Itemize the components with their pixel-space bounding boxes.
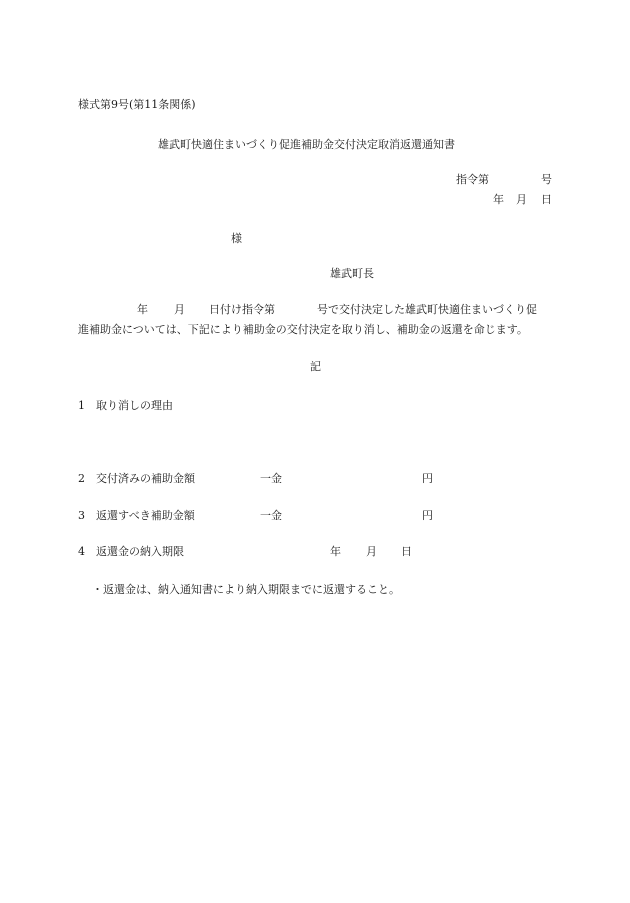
- amount-unit: 円: [422, 472, 433, 485]
- item-number: 4: [78, 545, 85, 558]
- ref-number-prefix: 指令第: [456, 173, 489, 186]
- form-label: 様式第9号(第11条関係): [78, 98, 196, 111]
- body-day-ref: 日付け指令第: [209, 303, 275, 316]
- body-line2: 進補助金については、下記により補助金の交付決定を取り消し、補助金の返還を命じます。: [78, 323, 528, 336]
- deadline-month: 月: [366, 545, 377, 558]
- date-day: 日: [541, 193, 552, 206]
- deadline-day: 日: [401, 545, 412, 558]
- item-label-paid-amount: 交付済みの補助金額: [96, 472, 195, 485]
- document-title: 雄武町快適住まいづくり促進補助金交付決定取消返還通知書: [158, 138, 455, 151]
- deadline-year: 年: [330, 545, 341, 558]
- amount-prefix: 一金: [260, 472, 282, 485]
- ki-heading: 記: [310, 360, 321, 373]
- addressee-suffix: 様: [231, 232, 242, 245]
- item-number: 2: [78, 472, 85, 485]
- body-line1-rest: 号で交付決定した雄武町快適住まいづくり促: [317, 303, 537, 316]
- amount-unit: 円: [422, 509, 433, 522]
- date-month: 月: [516, 193, 527, 206]
- item-number: 3: [78, 509, 85, 522]
- sender-name: 雄武町長: [330, 267, 374, 280]
- note-text: ・返還金は、納入通知書により納入期限までに返還すること。: [92, 583, 400, 596]
- item-number: 1: [78, 399, 85, 412]
- item-label-reason: 取り消しの理由: [96, 399, 173, 412]
- amount-prefix: 一金: [260, 509, 282, 522]
- body-year: 年: [137, 303, 148, 316]
- item-label-refund-amount: 返還すべき補助金額: [96, 509, 195, 522]
- ref-number-suffix: 号: [541, 173, 552, 186]
- item-label-deadline: 返還金の納入期限: [96, 545, 184, 558]
- date-year: 年: [493, 193, 504, 206]
- body-month: 月: [174, 303, 185, 316]
